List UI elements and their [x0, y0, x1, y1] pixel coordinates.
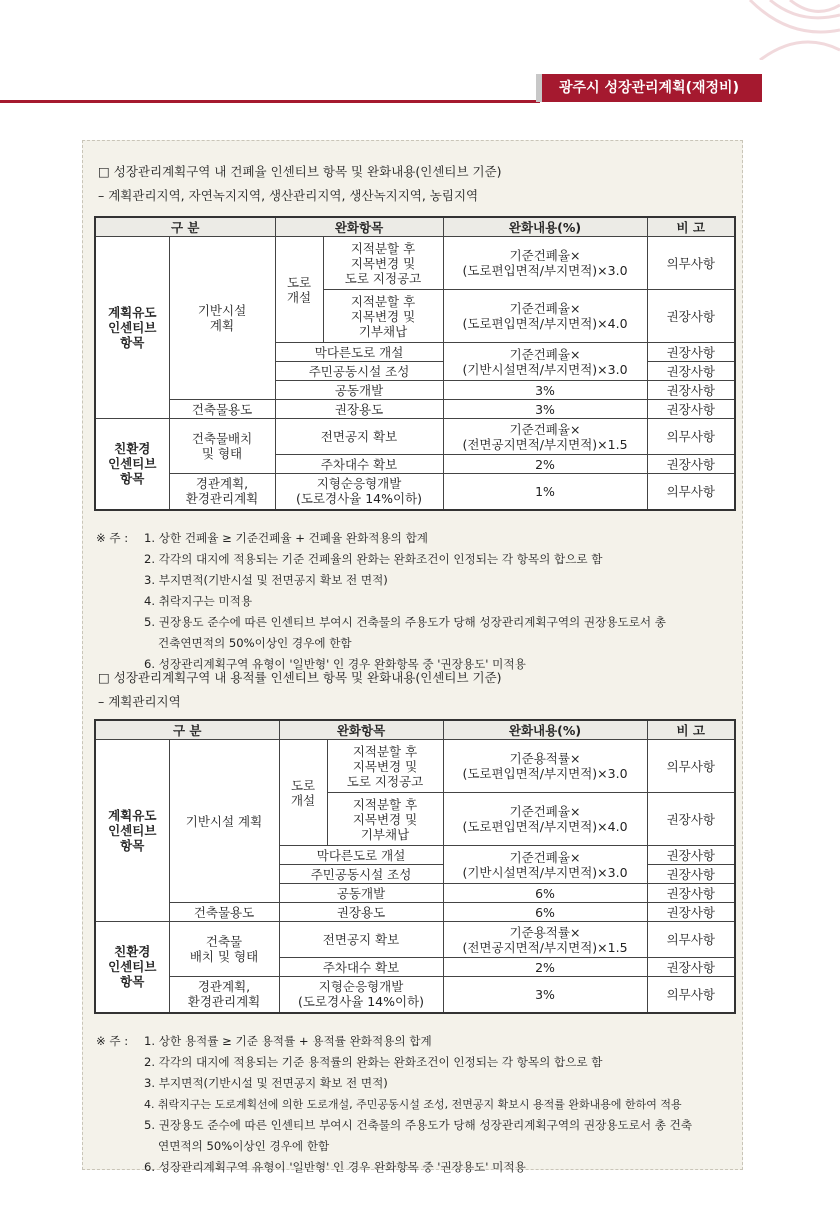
deadend-road-cell: 막다른도로 개설 — [275, 343, 443, 362]
landscape-cell: 경관계획, 환경관리계획 — [169, 977, 279, 1013]
terrain-note: 의무사항 — [647, 977, 735, 1013]
deadend-road-note: 권장사항 — [647, 343, 735, 362]
facility-content: 기준건폐율× (기반시설면적/부지면적)×3.0 — [443, 343, 647, 381]
table-header-row — [95, 720, 735, 740]
bldg-use-cell: 건축물용도 — [169, 903, 279, 922]
road-donation-cell: 지적분할 후 지목변경 및 기부채납 — [327, 793, 443, 846]
infra-plan-cell: 기반시설 계획 — [169, 740, 279, 903]
road-donation-content: 기준건폐율× (도로편입면적/부지면적)×4.0 — [443, 290, 647, 343]
road-open-cell: 도로 개설 — [275, 237, 323, 343]
road-donation-note: 권장사항 — [647, 290, 735, 343]
note-label: ※ 주 : — [96, 531, 129, 545]
road-donation-content: 기준건폐율× (도로편입면적/부지면적)×4.0 — [443, 793, 647, 846]
note-item: 건축연면적의 50%이상인 경우에 한함 — [158, 636, 352, 650]
header-accent-bar — [536, 74, 542, 102]
bldg-use-note: 권장사항 — [647, 903, 735, 922]
table-row — [95, 400, 735, 419]
table-row — [95, 474, 735, 510]
table-row — [95, 977, 735, 1013]
open-space-cell: 전면공지 확보 — [275, 419, 443, 455]
open-space-content: 기준용적률× (전면공지면적/부지면적)×1.5 — [443, 922, 647, 958]
common-facility-cell: 주민공동시설 조성 — [275, 362, 443, 381]
header-item: 완화항목 — [275, 217, 443, 237]
header-note: 비 고 — [647, 720, 735, 740]
parking-content: 2% — [443, 455, 647, 474]
terrain-content: 3% — [443, 977, 647, 1013]
bldg-use-item: 권장용도 — [275, 400, 443, 419]
table-row — [95, 419, 735, 455]
corner-ornament — [730, 0, 840, 60]
terrain-cell: 지형순응형개발 (도로경사율 14%이하) — [279, 977, 443, 1013]
joint-dev-content: 3% — [443, 381, 647, 400]
note-item: 5. 권장용도 준수에 따른 인센티브 부여시 건축물의 주용도가 당해 성장관리계획구역의 권장용도로서 총 — [144, 615, 666, 629]
note-item: 2. 각각의 대지에 적용되는 기준 용적률의 완화는 완화조건이 인정되는 각 항목의 합으로 함 — [144, 1055, 603, 1069]
section1-notes — [96, 528, 736, 675]
far-incentive-table — [94, 719, 736, 1014]
note-item: 4. 취락지구는 도로계획선에 의한 도로개설, 주민공동시설 조성, 전면공지 확보시 용적률 완화내용에 한하여 적용 — [144, 1098, 682, 1111]
landscape-cell: 경관계획, 환경관리계획 — [169, 474, 275, 510]
road-donation-cell: 지적분할 후 지목변경 및 기부채납 — [323, 290, 443, 343]
header-item: 완화항목 — [279, 720, 443, 740]
bldg-use-content: 6% — [443, 903, 647, 922]
road-designation-note: 의무사항 — [647, 237, 735, 290]
table-row — [95, 237, 735, 290]
section2-notes — [96, 1031, 746, 1178]
terrain-content: 1% — [443, 474, 647, 510]
note-item: 1. 상한 용적률 ≥ 기준 용적률 + 용적률 완화적용의 합계 — [144, 1034, 432, 1048]
page-header-title: 광주시 성장관리계획(재정비) — [536, 74, 762, 102]
section1-title: □ 성장관리계획구역 내 건폐율 인센티브 항목 및 완화내용(인센티브 기준) — [98, 164, 502, 179]
joint-dev-note: 권장사항 — [647, 381, 735, 400]
header-category: 구 분 — [95, 720, 279, 740]
note-item: 6. 성장관리계획구역 유형이 '일반형' 인 경우 완화항목 중 '권장용도' 미적용 — [144, 1160, 526, 1174]
road-designation-cell: 지적분할 후 지목변경 및 도로 지정공고 — [323, 237, 443, 290]
open-space-note: 의무사항 — [647, 419, 735, 455]
terrain-cell: 지형순응형개발 (도로경사율 14%이하) — [275, 474, 443, 510]
header-category: 구 분 — [95, 217, 275, 237]
note-item: 2. 각각의 대지에 적용되는 기준 건폐율의 완화는 완화조건이 인정되는 각 항목의 합으로 함 — [144, 552, 603, 566]
group-eco-incentive: 친환경 인센티브 항목 — [95, 419, 169, 510]
open-space-note: 의무사항 — [647, 922, 735, 958]
joint-dev-note: 권장사항 — [647, 884, 735, 903]
table-row — [95, 740, 735, 793]
bldg-use-note: 권장사항 — [647, 400, 735, 419]
terrain-note: 의무사항 — [647, 474, 735, 510]
table-row — [95, 903, 735, 922]
deadend-road-cell: 막다른도로 개설 — [279, 846, 443, 865]
note-item: 5. 권장용도 준수에 따른 인센티브 부여시 건축물의 주용도가 당해 성장관리계획구역의 권장용도로서 총 건축 — [144, 1118, 693, 1132]
note-label: ※ 주 : — [96, 1034, 129, 1048]
road-designation-note: 의무사항 — [647, 740, 735, 793]
table-header-row — [95, 217, 735, 237]
facility-content: 기준건폐율× (기반시설면적/부지면적)×3.0 — [443, 846, 647, 884]
header-content: 완화내용(%) — [443, 720, 647, 740]
bldg-use-cell: 건축물용도 — [169, 400, 275, 419]
header-rule — [0, 100, 540, 103]
joint-dev-cell: 공동개발 — [279, 884, 443, 903]
section1-subtitle: – 계획관리지역, 자연녹지지역, 생산관리지역, 생산녹지지역, 농림지역 — [98, 188, 479, 203]
parking-cell: 주차대수 확보 — [275, 455, 443, 474]
open-space-content: 기준건폐율× (전면공지면적/부지면적)×1.5 — [443, 419, 647, 455]
parking-note: 권장사항 — [647, 455, 735, 474]
common-facility-note: 권장사항 — [647, 865, 735, 884]
road-designation-cell: 지적분할 후 지목변경 및 도로 지정공고 — [327, 740, 443, 793]
section2-subtitle: – 계획관리지역 — [98, 694, 181, 709]
note-item: 1. 상한 건폐율 ≥ 기준건폐율 + 건폐율 완화적용의 합계 — [144, 531, 428, 545]
note-item: 연면적의 50%이상인 경우에 한함 — [158, 1139, 330, 1153]
bldg-use-item: 권장용도 — [279, 903, 443, 922]
road-designation-content: 기준용적률× (도로편입면적/부지면적)×3.0 — [443, 740, 647, 793]
common-facility-cell: 주민공동시설 조성 — [279, 865, 443, 884]
road-designation-content: 기준건폐율× (도로편입면적/부지면적)×3.0 — [443, 237, 647, 290]
note-item: 6. 성장관리계획구역 유형이 '일반형' 인 경우 완화항목 중 '권장용도' 미적용 — [144, 657, 526, 671]
common-facility-note: 권장사항 — [647, 362, 735, 381]
table-row — [95, 922, 735, 958]
infra-plan-cell: 기반시설 계획 — [169, 237, 275, 400]
parking-cell: 주차대수 확보 — [279, 958, 443, 977]
road-donation-note: 권장사항 — [647, 793, 735, 846]
group-eco-incentive: 친환경 인센티브 항목 — [95, 922, 169, 1013]
header-content: 완화내용(%) — [443, 217, 647, 237]
deadend-road-note: 권장사항 — [647, 846, 735, 865]
joint-dev-cell: 공동개발 — [275, 381, 443, 400]
open-space-cell: 전면공지 확보 — [279, 922, 443, 958]
coverage-incentive-table — [94, 216, 736, 511]
group-planning-incentive: 계획유도 인센티브 항목 — [95, 237, 169, 419]
joint-dev-content: 6% — [443, 884, 647, 903]
bldg-use-content: 3% — [443, 400, 647, 419]
section2-title: □ 성장관리계획구역 내 용적률 인센티브 항목 및 완화내용(인센티브 기준) — [98, 670, 502, 685]
note-item: 3. 부지면적(기반시설 및 전면공지 확보 전 면적) — [144, 1076, 388, 1090]
header-note: 비 고 — [647, 217, 735, 237]
group-planning-incentive: 계획유도 인센티브 항목 — [95, 740, 169, 922]
note-item: 3. 부지면적(기반시설 및 전면공지 확보 전 면적) — [144, 573, 388, 587]
layout-cell: 건축물 배치 및 형태 — [169, 922, 279, 977]
parking-content: 2% — [443, 958, 647, 977]
note-item: 4. 취락지구는 미적용 — [144, 594, 253, 608]
parking-note: 권장사항 — [647, 958, 735, 977]
road-open-cell: 도로 개설 — [279, 740, 327, 846]
layout-cell: 건축물배치 및 형태 — [169, 419, 275, 474]
